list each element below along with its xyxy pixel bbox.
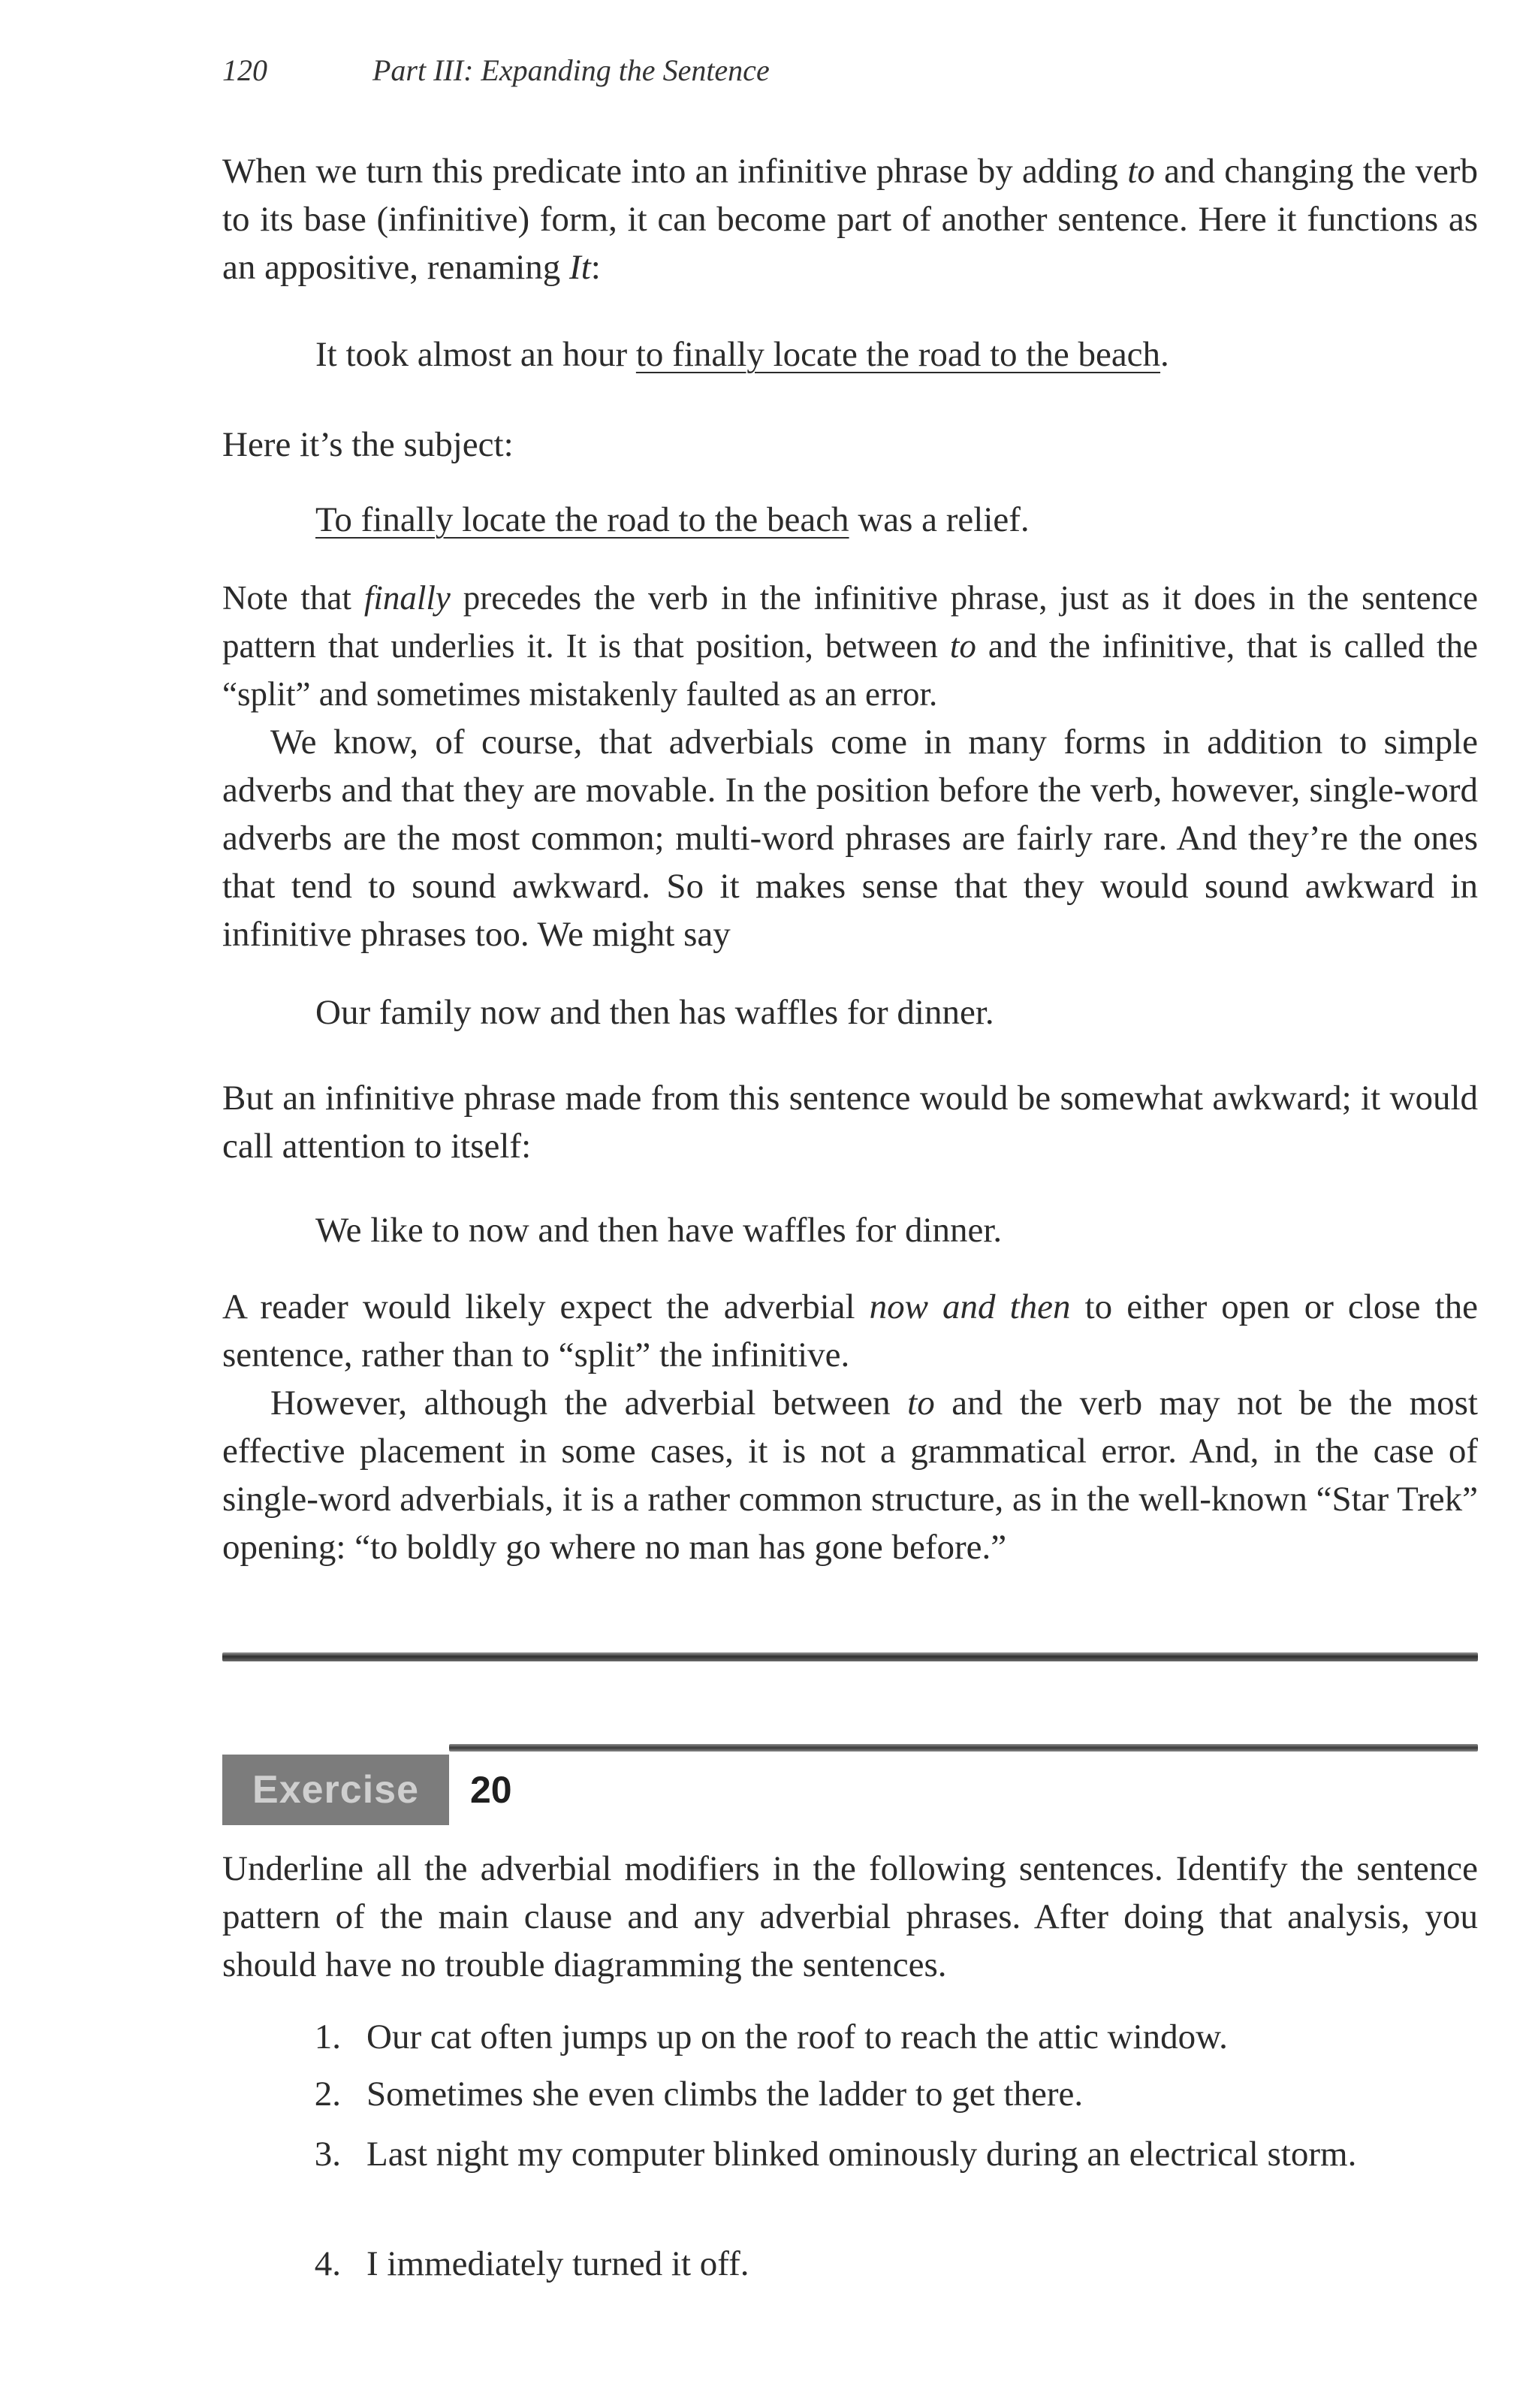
exercise-instructions: Underline all the adverbial modifiers in the following sentences. Identify the sentence pattern of the main clause and any adverbial phrases. After doing that analysis, you should have no trouble diagramming the sentences. [222,1849,1478,1984]
item-text: Last night my computer blinked ominously during an electrical storm. [366,2135,1357,2174]
example-sentence-subject [315,496,1030,544]
example-sentence-appositive [315,330,1169,379]
text-run: However, although the adverbial between [270,1384,908,1423]
text-run: Note that [222,579,364,617]
item-text: Sometimes she even climbs the ladder to get there. [366,2075,1084,2114]
exercise-item [296,2240,1407,2288]
text-run: A reader would likely expect the adverbial [222,1287,870,1326]
text-run: to either open or close the sentence, rather than to “split” the infinitive. [222,1287,1478,1374]
text-run: and changing the verb to its base (infinitive) form, it can become part of another sentence. Here it functions as an appositive, renaming [222,152,1479,287]
text-run: : [590,248,601,287]
running-title: Part III: Expanding the Sentence [372,53,770,87]
paragraph-adverbials-movable: We know, of course, that adverbials come in many forms in addition to simple adverbs and that they are movable. In the position before the verb, however, single-word adverbs are the most common; multi-word phrases are fairly rare. And they’re the ones that tend to sound awkward. So it makes sense that they would sound awkward in infinitive phrases too. We might say [222,723,1478,954]
item-number: 3. [314,2135,341,2174]
text-run: It took almost an hour [315,335,636,374]
paragraph-infinitive-intro [222,147,1478,291]
example-sentence-waffles: We like to now and then have waffles for dinner. [315,1211,1003,1250]
item-number: 1. [314,2017,341,2056]
underlined-phrase: to finally locate the road to the beach [635,335,1161,374]
exercise-item [296,2013,1407,2061]
exercise-item [296,2070,1407,2118]
text-run: and the infinitive, that is called the “split” and sometimes mistakenly faulted as an error. [222,627,1478,713]
italic-term: finally [363,579,451,617]
page-number: 120 [222,53,267,87]
paragraph-awkward: But an infinitive phrase made from this sentence would be somewhat awkward; it would call attention to itself: [222,1079,1478,1166]
text-run: and the verb may not be the most effective placement in some cases, it is not a grammatical error. And, in the case of single-word adverbials, it is a rather common structure, as in the well-known “Star Trek” opening: “to boldly go where no man has gone before.” [222,1384,1479,1567]
item-text: I immediately turned it off. [366,2244,749,2283]
paragraph-subject-intro: Here it’s the subject: [222,425,514,464]
italic-term: to [1127,152,1155,191]
italic-term: It [569,248,591,287]
text-run: When we turn this predicate into an infinitive phrase by adding [222,152,1128,191]
italic-term: now and then [869,1287,1071,1326]
item-text: Our cat often jumps up on the roof to reach the attic window. [366,2017,1228,2056]
item-number: 2. [314,2075,341,2114]
paragraph-split-infinitive [222,574,1478,718]
running-head [222,53,770,88]
example-sentence-family: Our family now and then has waffles for dinner. [315,993,994,1032]
paragraph-reader-expect [222,1283,1478,1379]
italic-term: to [949,627,976,665]
text-run: was a relief. [849,500,1030,539]
italic-term: to [907,1384,935,1423]
exercise-label-badge: Exercise [222,1755,449,1825]
text-run: precedes the verb in the infinitive phrase, just as it does in the sentence pattern that underlies it. It is that position, between [222,579,1478,665]
exercise-header-rule [449,1744,1478,1752]
item-number: 4. [314,2244,341,2283]
section-divider-rule [222,1652,1478,1661]
text-run: . [1160,335,1169,374]
exercise-item [296,2130,1407,2178]
underlined-phrase: To finally locate the road to the beach [315,500,849,539]
exercise-number: 20 [470,1769,512,1811]
paragraph-star-trek [222,1379,1478,1571]
